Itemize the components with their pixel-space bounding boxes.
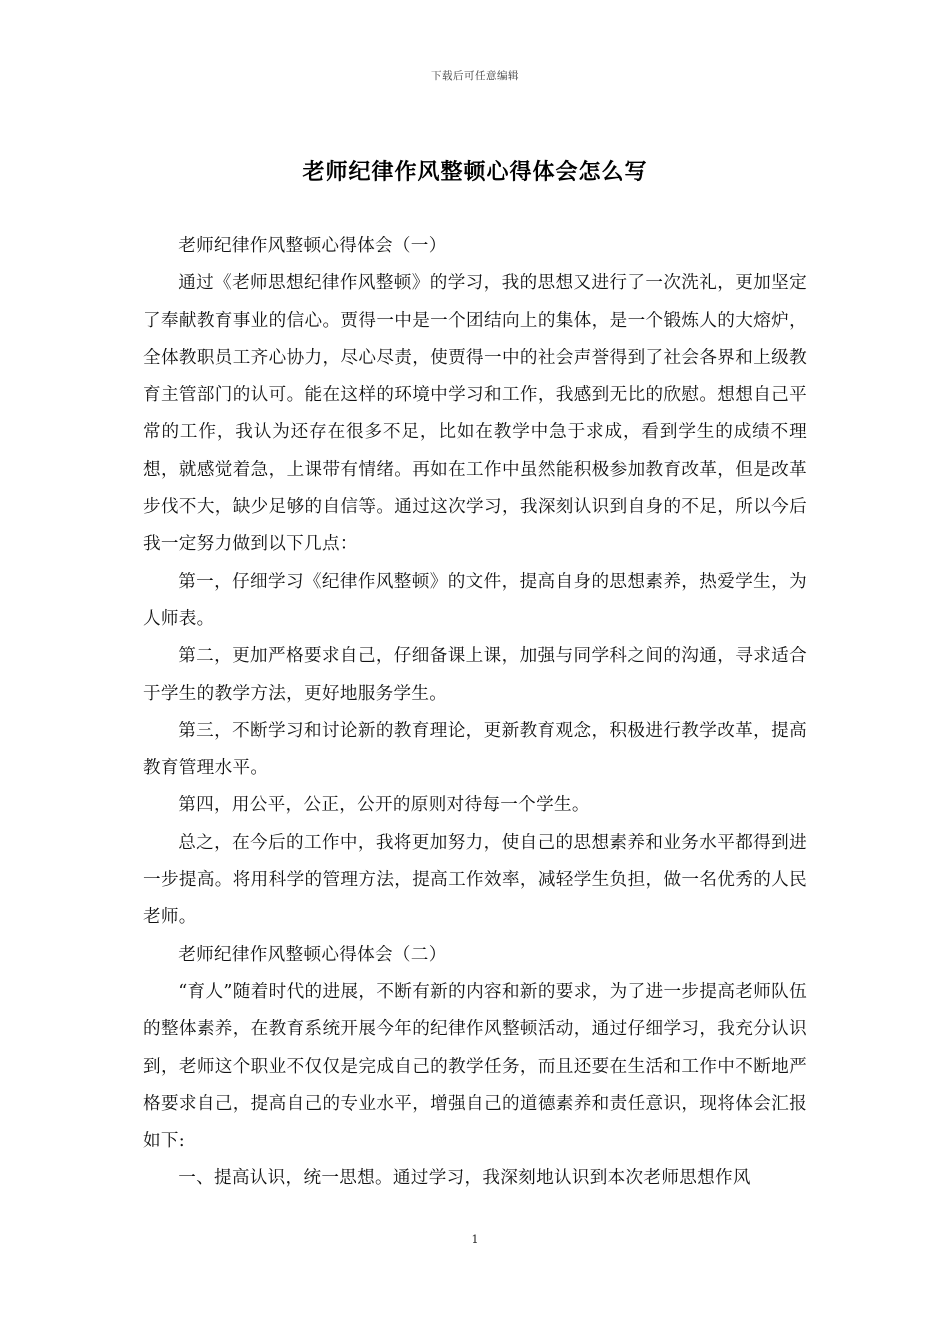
section-heading-1: 老师纪律作风整顿心得体会（一）	[178, 236, 447, 256]
paragraph-conclusion: 总之，在今后的工作中，我将更加努力，使自己的思想素养和业务水平都得到进一步提高。将用科学的管理方法，提高工作效率，减轻学生负担，做一名优秀的人民老师。	[143, 832, 807, 928]
list-item-first: 第一，仔细学习《纪律作风整顿》的文件，提高自身的思想素养，热爱学生，为人师表。	[143, 571, 807, 629]
page-header-note: 下载后可任意编辑	[431, 70, 519, 82]
list-item-fourth: 第四，用公平，公正，公开的原则对待每一个学生。	[178, 795, 590, 816]
list-item-second: 第二，更加严格要求自己，仔细备课上课，加强与同学科之间的沟通，寻求适合于学生的教学方法，更好地服务学生。	[143, 646, 807, 704]
section-heading-2: 老师纪律作风整顿心得体会（二）	[178, 944, 447, 965]
paragraph: “育人”随着时代的进展，不断有新的内容和新的要求，为了进一步提高老师队伍的整体素养，在教育系统开展今年的纪律作风整顿活动，通过仔细学习，我充分认识到，老师这个职业不仅仅是完成自己的教学任务，而且还要在生活和工作中不断地严格要求自己，提高自己的专业水平，增强自己的道德素养和责任意识，现将体会汇报如下:	[143, 981, 807, 1152]
list-item-third: 第三，不断学习和讨论新的教育理论，更新教育观念，积极进行教学改革，提高教育管理水平。	[143, 720, 807, 779]
document-title: 老师纪律作风整顿心得体会怎么写	[302, 159, 648, 185]
page-number: 1	[471, 1233, 479, 1246]
paragraph: 通过《老师思想纪律作风整顿》的学习，我的思想又进行了一次洗礼，更加坚定了奉献教育事业的信心。贾得一中是一个团结向上的集体，是一个锻炼人的大熔炉，全体教职员工齐心协力，尽心尽责，使贾得一中的社会声誉得到了社会各界和上级教育主管部门的认可。能在这样的环境中学习和工作，我感到无比的欣慰。想想自己平常的工作，我认为还存在很多不足，比如在教学中急于求成，看到学生的成绩不理想，就感觉着急，上课带有情绪。再如在工作中虽然能积极参加教育改革，但是改革步伐不大，缺少足够的自信等。通过这次学习，我深刻认识到自身的不足，所以今后我一定努力做到以下几点：	[143, 273, 807, 555]
paragraph: 一、提高认识，统一思想。通过学习，我深刻地认识到本次老师思想作风	[178, 1168, 751, 1189]
document-body	[143, 228, 807, 1198]
